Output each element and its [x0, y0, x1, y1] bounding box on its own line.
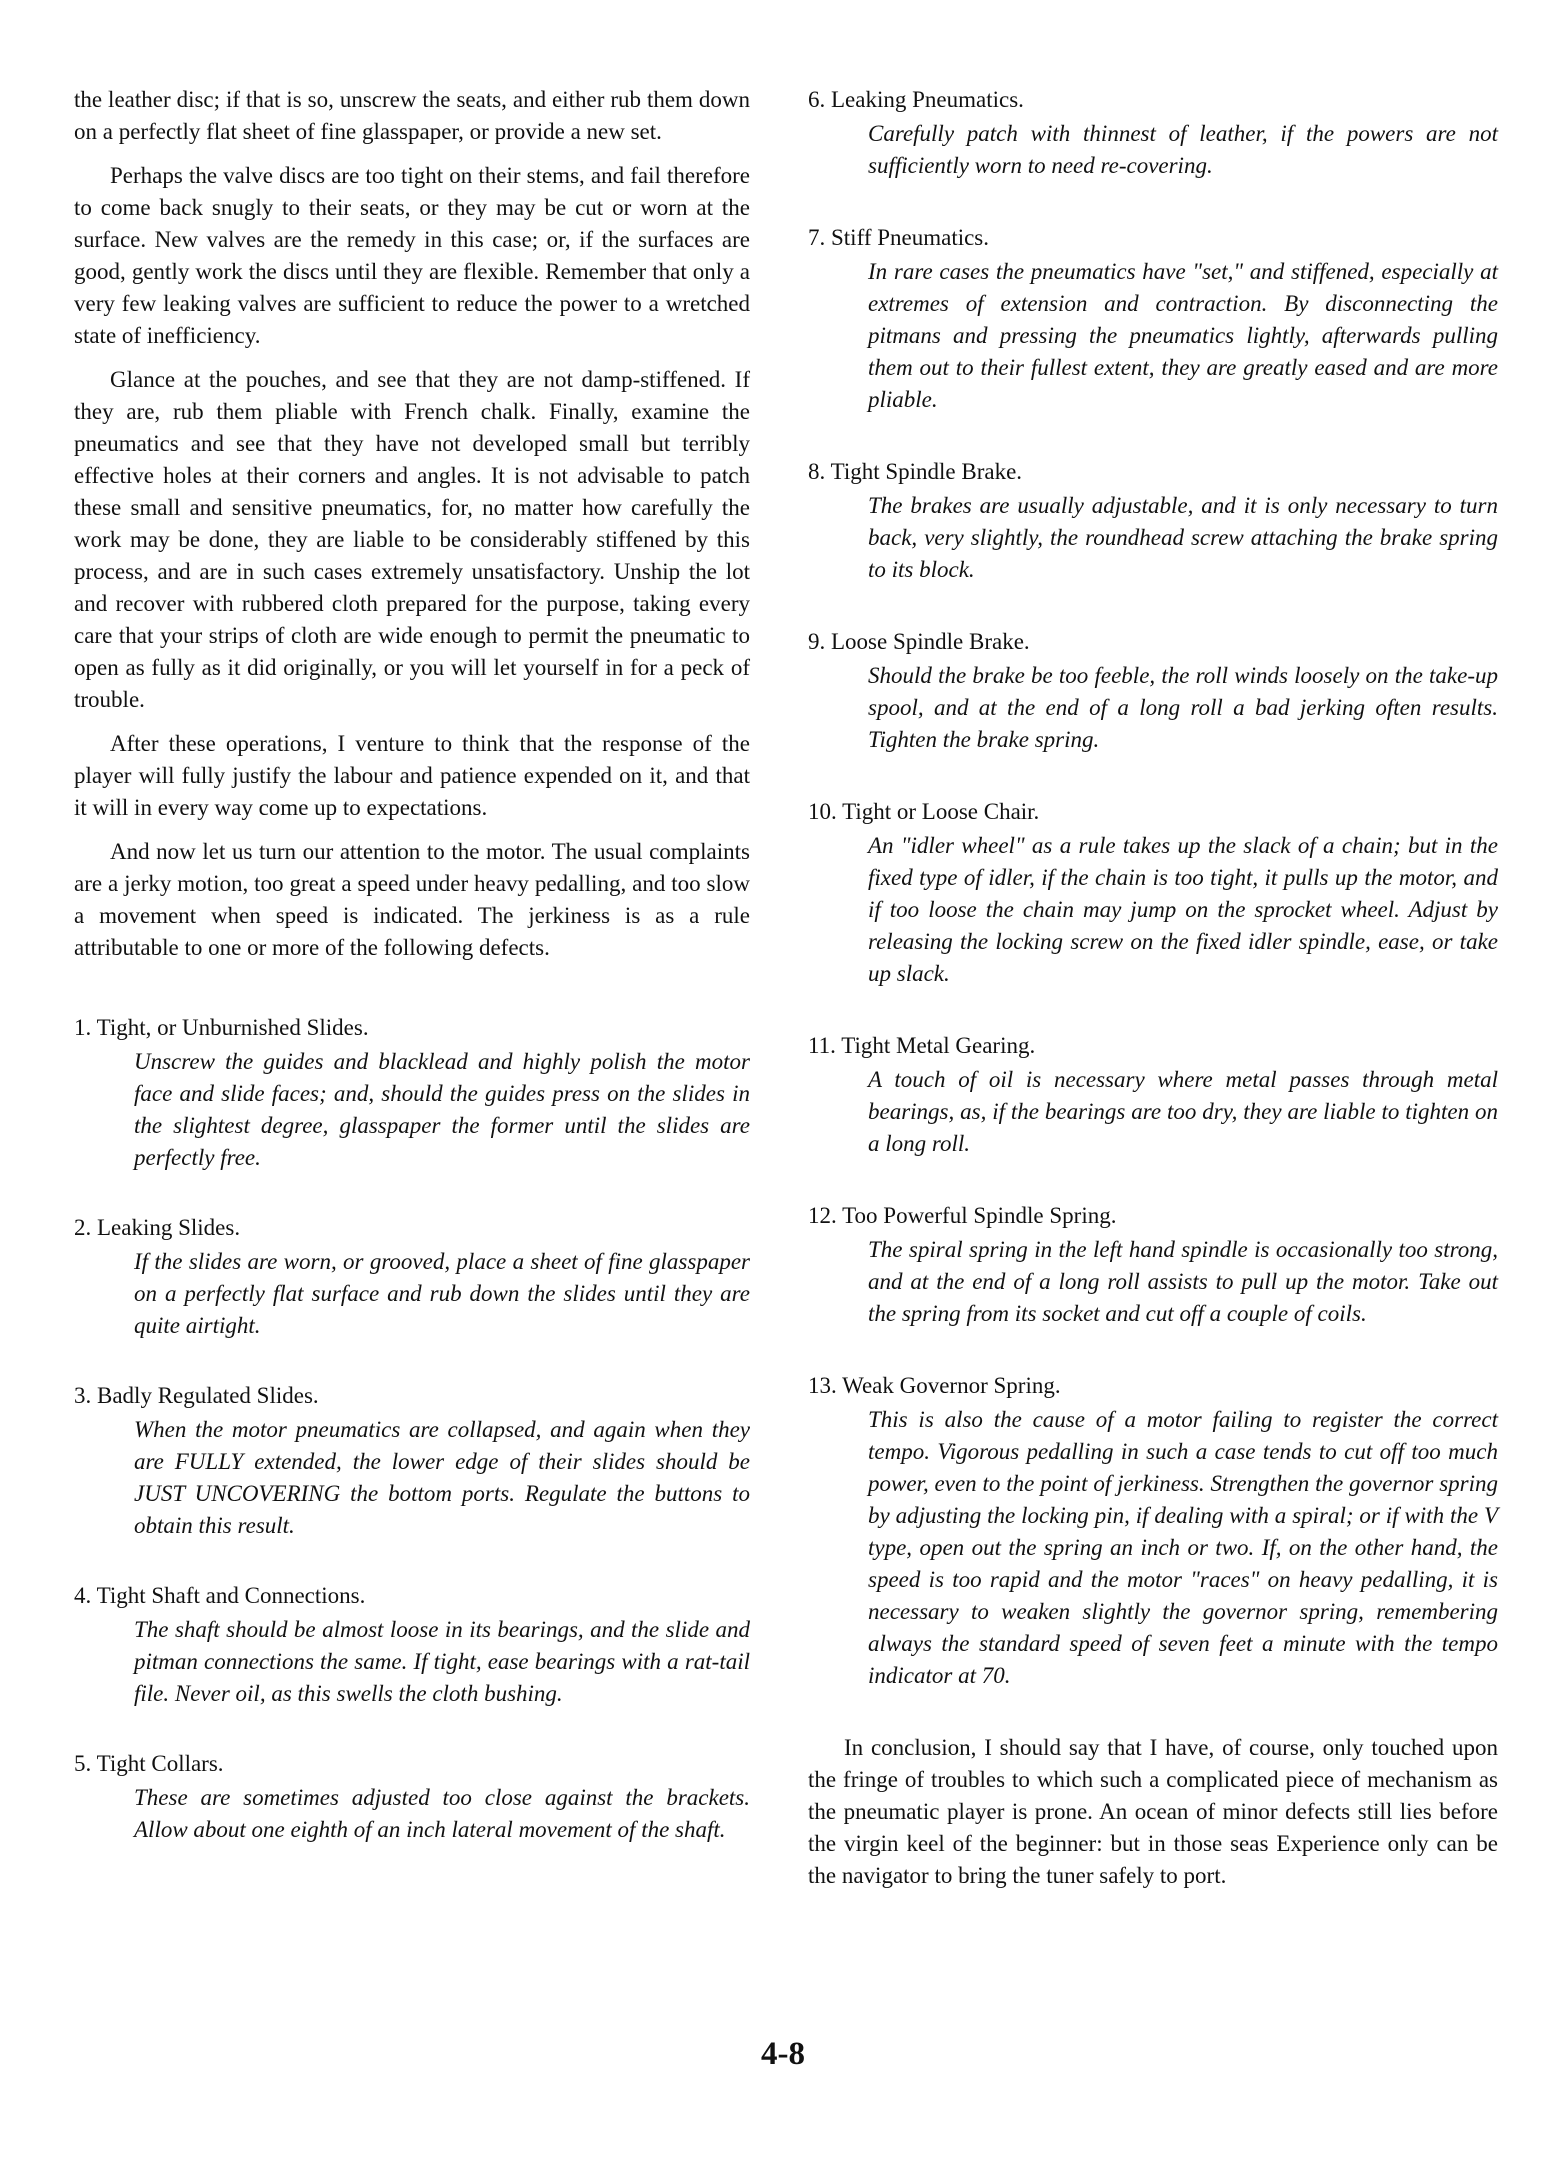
defect-remedy: A touch of oil is necessary where metal passes through metal bearings, as, if the bearings are too dry, they are liable to tighten on a long roll.	[868, 1067, 1498, 1156]
defect-item	[808, 796, 1498, 990]
body-paragraph: After these operations, I venture to think that the response of the player will fully justify the labour and patience expended on it, and that it will in every way come up to expectations.	[74, 731, 750, 820]
defect-list	[74, 1012, 750, 1846]
defect-title: 8. Tight Spindle Brake.	[808, 459, 1023, 484]
conclusion-paragraph: In conclusion, I should say that I have, of course, only touched upon the fringe of troubles to which such a complicated piece of mechanism as the pneumatic player is prone. An ocean of minor defects still lies before the virgin keel of the beginner: but in those seas Experience only can be the navigator to bring the tuner safely to port.	[808, 1735, 1498, 1888]
defect-title: 2. Leaking Slides.	[74, 1215, 241, 1240]
defect-remedy: Should the brake be too feeble, the roll winds loosely on the take-up spool, and at the end of a long roll a bad jerking often results. Tighten the brake spring.	[868, 663, 1498, 752]
defect-item	[808, 626, 1498, 756]
body-paragraph: Perhaps the valve discs are too tight on their stems, and fail therefore to come back snugly to their seats, or they may be cut or worn at the surface. New valves are the remedy in this case; or, if the surfaces are good, gently work the discs until they are flexible. Remember that only a very few leaking valves are sufficient to reduce the power to a wretched state of inefficiency.	[74, 163, 750, 348]
defect-title: 11. Tight Metal Gearing.	[808, 1033, 1036, 1058]
right-column	[808, 84, 1498, 1904]
defect-title: 3. Badly Regulated Slides.	[74, 1383, 319, 1408]
left-column	[74, 84, 750, 1884]
defect-title: 4. Tight Shaft and Connections.	[74, 1583, 366, 1608]
defect-title: 12. Too Powerful Spindle Spring.	[808, 1203, 1117, 1228]
defect-item	[74, 1212, 750, 1342]
defect-title: 5. Tight Collars.	[74, 1751, 224, 1776]
defect-remedy: The brakes are usually adjustable, and it is only necessary to turn back, very slightly, the roundhead screw attaching the brake spring to its block.	[868, 493, 1498, 582]
defect-remedy: If the slides are worn, or grooved, place a sheet of fine glasspaper on a perfectly flat surface and rub down the slides until they are quite airtight.	[134, 1249, 750, 1338]
defect-item	[74, 1748, 750, 1846]
defect-title: 9. Loose Spindle Brake.	[808, 629, 1030, 654]
defect-title: 7. Stiff Pneumatics.	[808, 225, 990, 250]
defect-remedy: The shaft should be almost loose in its bearings, and the slide and pitman connections the same. If tight, ease bearings with a rat-tail file. Never oil, as this swells the cloth bushing.	[134, 1617, 750, 1706]
defect-item	[808, 84, 1498, 182]
body-paragraph: And now let us turn our attention to the motor. The usual complaints are a jerky motion, too great a speed under heavy pedalling, and too slow a movement when speed is indicated. The jerkiness is as a rule attributable to one or more of the following defects.	[74, 839, 750, 960]
body-paragraph: the leather disc; if that is so, unscrew the seats, and either rub them down on a perfectly flat sheet of fine glasspaper, or provide a new set.	[74, 87, 750, 144]
defect-item	[808, 1200, 1498, 1330]
defect-remedy: The spiral spring in the left hand spindle is occasionally too strong, and at the end of a long roll assists to pull up the motor. Take out the spring from its socket and cut off a couple of coils.	[868, 1237, 1498, 1326]
defect-remedy: Unscrew the guides and blacklead and highly polish the motor face and slide faces; and, should the guides press on the slides in the slightest degree, glasspaper the former until the slides are perfectly free.	[134, 1049, 750, 1170]
defect-item	[808, 1370, 1498, 1692]
page-number: 4-8	[761, 2036, 805, 2072]
defect-title: 13. Weak Governor Spring.	[808, 1373, 1061, 1398]
defect-remedy: When the motor pneumatics are collapsed, and again when they are FULLY extended, the lower edge of their slides should be JUST UNCOVERING the bottom ports. Regulate the buttons to obtain this result.	[134, 1417, 750, 1538]
defect-item	[808, 1030, 1498, 1160]
defect-item	[74, 1012, 750, 1174]
defect-item	[74, 1380, 750, 1542]
defect-title: 1. Tight, or Unburnished Slides.	[74, 1015, 369, 1040]
defect-remedy: In rare cases the pneumatics have "set," and stiffened, especially at extremes of extension and contraction. By disconnecting the pitmans and pressing the pneumatics lightly, afterwards pulling them out to their fullest extent, they are greatly eased and are more pliable.	[868, 259, 1498, 412]
defect-remedy: Carefully patch with thinnest of leather, if the powers are not sufficiently worn to need re-covering.	[868, 121, 1498, 178]
defect-item	[74, 1580, 750, 1710]
defect-remedy: This is also the cause of a motor failing to register the correct tempo. Vigorous pedalling in such a case tends to cut off too much power, even to the point of jerkiness. Strengthen the governor spring by adjusting the locking pin, if dealing with a spiral; or if with the V type, open out the spring an inch or two. If, on the other hand, the speed is too rapid and the motor "races" on heavy pedalling, it is necessary to weaken slightly the governor spring, remembering always the standard speed of seven feet a minute with the tempo indicator at 70.	[868, 1407, 1498, 1688]
defect-item	[808, 456, 1498, 586]
defect-item	[808, 222, 1498, 416]
defect-remedy: An "idler wheel" as a rule takes up the slack of a chain; but in the fixed type of idler, if the chain is too tight, it pulls up the motor, and if too loose the chain may jump on the sprocket wheel. Adjust by releasing the locking screw on the fixed idler spindle, ease, or take up slack.	[868, 833, 1498, 986]
defect-remedy: These are sometimes adjusted too close against the brackets. Allow about one eighth of an inch lateral movement of the shaft.	[134, 1785, 750, 1842]
defect-title: 10. Tight or Loose Chair.	[808, 799, 1040, 824]
body-paragraph: Glance at the pouches, and see that they are not damp-stiffened. If they are, rub them pliable with French chalk. Finally, examine the pneumatics and see that they have not developed small but terribly effective holes at their corners and angles. It is not advisable to patch these small and sensitive pneumatics, for, no matter how carefully the work may be done, they are liable to be considerably stiffened by this process, and are in such cases extremely unsatisfactory. Unship the lot and recover with rubbered cloth prepared for the purpose, taking every care that your strips of cloth are wide enough to permit the pneumatic to open as fully as it did originally, or you will let yourself in for a peck of trouble.	[74, 367, 750, 712]
defect-title: 6. Leaking Pneumatics.	[808, 87, 1024, 112]
